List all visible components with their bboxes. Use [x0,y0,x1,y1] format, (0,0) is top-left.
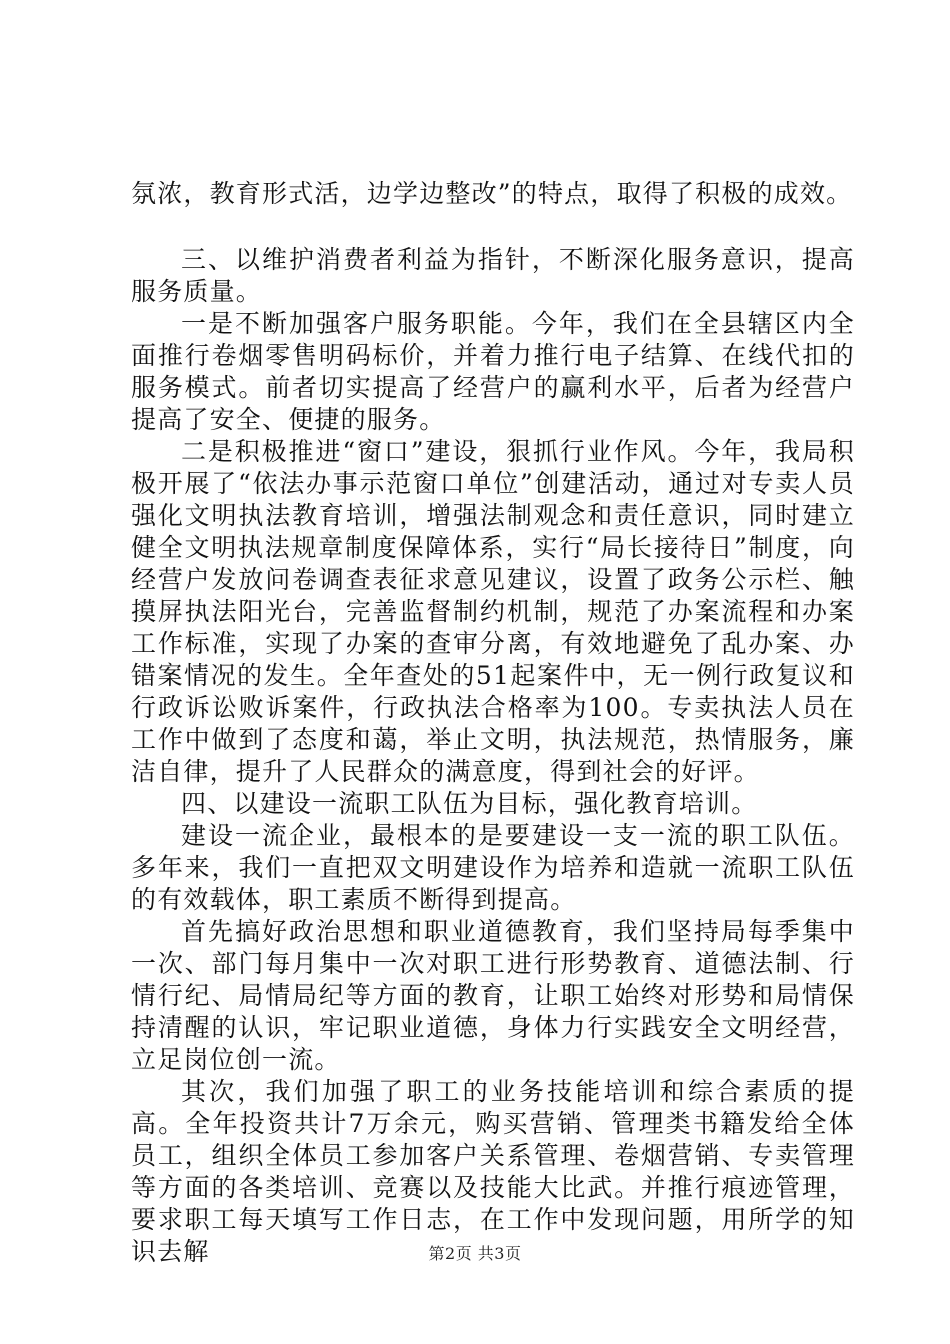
paragraph-customer-service: 一是不断加强客户服务职能。今年，我们在全县辖区内全面推行卷烟零售明码标价，并着力推行电子结算、在线代扣的服务模式。前者切实提高了经营户的赢利水平，后者为经营户提高了安全、便捷的服务。 [131,309,855,434]
document-body [131,178,855,1268]
paragraph-continuation: 氛浓，教育形式活，边学边整改”的特点，取得了积极的成效。 [131,179,853,208]
paragraph-political-education: 首先搞好政治思想和职业道德教育，我们坚持局每季集中一次、部门每月集中一次对职工进行形势教育、道德法制、行情行纪、局情局纪等方面的教育，让职工始终对形势和局情保持清醒的认识，牢记职业道德，身体力行实践安全文明经营，立足岗位创一流。 [131,917,855,1074]
paragraph-skills-training: 其次，我们加强了职工的业务技能培训和综合素质的提高。全年投资共计7万余元，购买营销、管理类书籍发给全体员工，组织全体员工参加客户关系管理、卷烟营销、专卖管理等方面的各类培训、竞赛以及技能大比武。并推行痕迹管理，要求职工每天填写工作日志，在工作中发现问题，用所学的知识去解 [131,1077,855,1266]
section-heading-three: 三、以维护消费者利益为指针，不断深化服务意识，提高服务质量。 [131,245,855,306]
paragraph-workforce: 建设一流企业，最根本的是要建设一支一流的职工队伍。多年来，我们一直把双文明建设作为培养和造就一流职工队伍的有效载体，职工素质不断得到提高。 [131,821,855,914]
section-heading-four: 四、以建设一流职工队伍为目标，强化教育培训。 [181,789,758,818]
paragraph-window-construction: 二是积极推进“窗口”建设，狠抓行业作风。今年，我局积极开展了“依法办事示范窗口单位”创建活动，通过对专卖人员强化文明执法教育培训，增强法制观念和责任意识，同时建立健全文明执法规章制度保障体系，实行“局长接待日”制度，向经营户发放问卷调查表征求意见建议，设置了政务公示栏、触摸屏执法阳光台，完善监督制约机制，规范了办案流程和办案工作标准，实现了办案的查审分离，有效地避免了乱办案、办错案情况的发生。全年查处的51起案件中，无一例行政复议和行政诉讼败诉案件，行政执法合格率为100。专卖执法人员在工作中做到了态度和蔼，举止文明，执法规范，热情服务，廉洁自律，提升了人民群众的满意度，得到社会的好评。 [131,437,855,786]
page-number-footer: 第2页 共3页 [428,1244,522,1263]
